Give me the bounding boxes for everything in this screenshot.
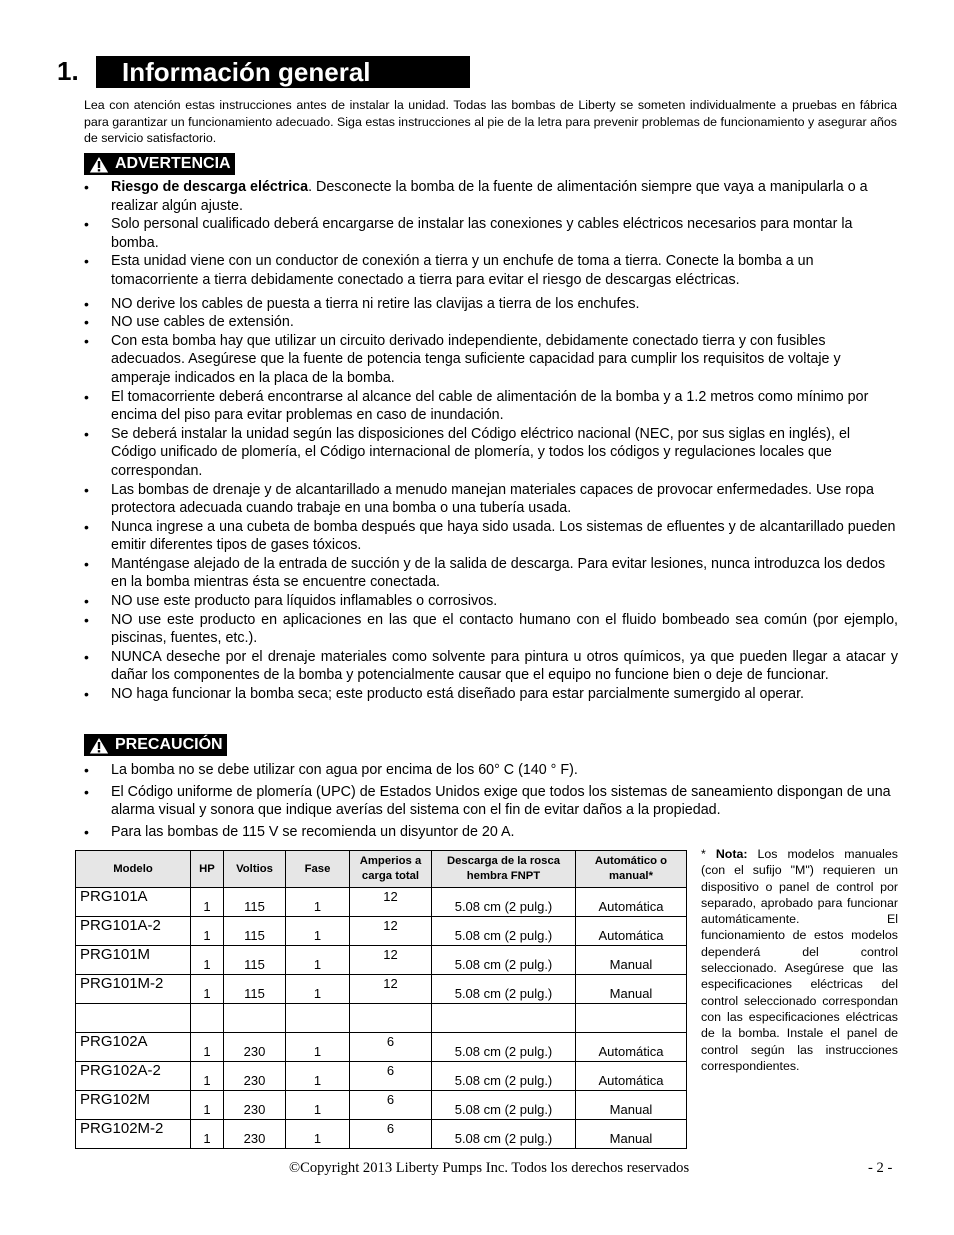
table-row	[76, 917, 687, 946]
table-cell	[286, 1004, 350, 1033]
table-cell: 115	[224, 975, 286, 1004]
table-cell: PRG102M	[76, 1091, 191, 1120]
table-header-cell: Modelo	[76, 851, 191, 888]
section-title: Información general	[96, 56, 470, 88]
list-item	[84, 783, 898, 820]
table-header-cell: HP	[191, 851, 224, 888]
warning-label-text: ADVERTENCIA	[115, 155, 231, 172]
table-cell: 12	[350, 917, 432, 946]
caution-list	[84, 761, 898, 841]
list-item	[84, 295, 898, 314]
list-item-text: Nunca ingrese a una cubeta de bomba después que haya sido usada. Los sistemas de efluentes y de alcantarillado pueden emitir diferentes tipos de gases tóxicos.	[111, 518, 896, 554]
table-row	[76, 1004, 687, 1033]
table-cell: 1	[191, 1120, 224, 1149]
list-item	[84, 761, 898, 780]
list-item	[84, 685, 898, 704]
table-cell: 115	[224, 888, 286, 917]
table-cell: PRG102M-2	[76, 1120, 191, 1149]
table-cell: 5.08 cm (2 pulg.)	[432, 917, 576, 946]
list-item-bold: Riesgo de descarga eléctrica	[111, 179, 309, 195]
footer-page-number: - 2 -	[868, 1160, 893, 1176]
table-cell: 5.08 cm (2 pulg.)	[432, 946, 576, 975]
table-cell: 1	[191, 917, 224, 946]
caution-label-text: PRECAUCIÓN	[115, 736, 223, 753]
table-cell: PRG101A	[76, 888, 191, 917]
table-cell: 1	[286, 946, 350, 975]
table-cell: 12	[350, 975, 432, 1004]
table-cell: PRG101A-2	[76, 917, 191, 946]
table-cell: Manual	[576, 975, 687, 1004]
table-cell	[191, 1004, 224, 1033]
list-item	[84, 481, 898, 518]
table-cell	[350, 1004, 432, 1033]
table-cell: Automática	[576, 888, 687, 917]
table-cell: Automática	[576, 1033, 687, 1062]
table-cell: 6	[350, 1062, 432, 1091]
table-header-cell: Automático o manual*	[576, 851, 687, 888]
list-item-text: . Desconecte la bomba de la fuente de alimentación siempre que vaya a manipularla o a realizar algún ajuste.	[111, 179, 868, 214]
table-cell: Automática	[576, 917, 687, 946]
table-cell: PRG102A	[76, 1033, 191, 1062]
list-item	[84, 611, 898, 648]
list-item-text: NUNCA deseche por el drenaje materiales como solvente para pintura u otros químicos, ya que pueden llegar a atacar y dañar los componentes de la bomba y potencialmente causar que el equipo no funcione bien o deje de funcionar.	[111, 648, 898, 684]
list-item	[84, 332, 898, 388]
table-cell: Manual	[576, 946, 687, 975]
table-cell: PRG102A-2	[76, 1062, 191, 1091]
footer-copyright: ©Copyright 2013 Liberty Pumps Inc. Todos los derechos reservados	[289, 1160, 690, 1176]
table-cell: 115	[224, 917, 286, 946]
table-cell: 5.08 cm (2 pulg.)	[432, 1062, 576, 1091]
table-header-row	[76, 851, 687, 888]
table-row	[76, 1091, 687, 1120]
table-cell: 1	[191, 888, 224, 917]
list-item-text: Con esta bomba hay que utilizar un circuito derivado independiente, debidamente conectado tierra y con fusibles adecuados. Asegúrese que la fuente de potencia tenga suficiente capacidad para cumplir los requisitos de voltaje y amperaje indicados en la placa de la bomba.	[111, 332, 841, 386]
table-cell: 1	[191, 1091, 224, 1120]
table-cell: 1	[191, 946, 224, 975]
table-cell: 12	[350, 888, 432, 917]
table-cell	[576, 1004, 687, 1033]
list-item	[84, 648, 898, 685]
table-cell: 1	[191, 1033, 224, 1062]
list-item-text: NO use este producto en aplicaciones en las que el contacto humano con el fluido bombeado sea común (por ejemplo, piscinas, fuentes, etc.).	[111, 611, 898, 647]
table-cell	[76, 1004, 191, 1033]
table-cell: 1	[191, 975, 224, 1004]
note-prefix: *	[701, 847, 716, 861]
table-cell: 12	[350, 946, 432, 975]
warning-triangle-icon	[88, 736, 110, 755]
table-cell: 5.08 cm (2 pulg.)	[432, 1120, 576, 1149]
table-header-cell: Descarga de la rosca hembra FNPT	[432, 851, 576, 888]
table-row	[76, 975, 687, 1004]
table-cell: PRG101M	[76, 946, 191, 975]
table-row	[76, 1062, 687, 1091]
intro-paragraph: Lea con atención estas instrucciones antes de instalar la unidad. Todas las bombas de Liberty se someten individualmente a pruebas en fábrica para garantizar un funcionamiento adecuado. Siga estas instrucciones al pie de la letra para prevenir problemas de funcionamiento y asegurar años de servicio satisfactorio.	[84, 98, 897, 146]
table-cell: 230	[224, 1091, 286, 1120]
table-row	[76, 888, 687, 917]
table-cell	[432, 1004, 576, 1033]
caution-label	[84, 734, 227, 756]
list-item-text: Manténgase alejado de la entrada de succión y de la salida de descarga. Para evitar lesiones, nunca introduzca los dedos en la bomba mientras ésta se encuentre conectada.	[111, 555, 886, 591]
table-cell	[224, 1004, 286, 1033]
table-cell: 230	[224, 1062, 286, 1091]
table-cell: Manual	[576, 1120, 687, 1149]
list-item-text: El tomacorriente deberá encontrarse al alcance del cable de alimentación de la bomba y a 1.2 metros como mínimo por encima del piso para evitar problemas en caso de inundación.	[111, 388, 869, 424]
list-item-text: NO derive los cables de puesta a tierra ni retire las clavijas a tierra de los enchufes.	[111, 295, 640, 312]
table-cell: PRG101M-2	[76, 975, 191, 1004]
table-row	[76, 946, 687, 975]
list-item-text: Las bombas de drenaje y de alcantarillado a menudo manejan materiales capaces de provocar enfermedades. Use ropa protectora adecuada cuando trabaje en una bomba o una tubería usada.	[111, 481, 874, 517]
list-item-text: Solo personal cualificado deberá encargarse de instalar las conexiones y cables eléctricos necesarios para montar la bomba.	[111, 216, 853, 251]
list-item	[84, 388, 898, 425]
table-row	[76, 1033, 687, 1062]
table-header-cell: Voltios	[224, 851, 286, 888]
warning-triangle-icon	[88, 155, 110, 174]
table-cell: 6	[350, 1033, 432, 1062]
list-item	[84, 215, 898, 252]
list-item	[84, 518, 898, 555]
table-cell: Manual	[576, 1091, 687, 1120]
table-cell: 115	[224, 946, 286, 975]
table-cell: 230	[224, 1033, 286, 1062]
table-cell: 1	[286, 975, 350, 1004]
list-item-text: La bomba no se debe utilizar con agua por encima de los 60° C (140 ° F).	[111, 762, 578, 778]
table-cell: 6	[350, 1120, 432, 1149]
table-cell: 1	[286, 1091, 350, 1120]
table-cell: 5.08 cm (2 pulg.)	[432, 888, 576, 917]
table-cell: 1	[286, 1033, 350, 1062]
specifications-table	[75, 850, 687, 1149]
table-cell: 5.08 cm (2 pulg.)	[432, 1033, 576, 1062]
warning-label	[84, 153, 235, 175]
table-cell: 1	[286, 888, 350, 917]
list-item	[84, 425, 898, 481]
list-item	[84, 823, 898, 842]
list-item	[84, 592, 898, 611]
table-cell: 5.08 cm (2 pulg.)	[432, 975, 576, 1004]
note-paragraph	[701, 846, 898, 1074]
table-cell: 1	[286, 917, 350, 946]
table-cell: 6	[350, 1091, 432, 1120]
table-header-cell: Fase	[286, 851, 350, 888]
list-item-text: Se deberá instalar la unidad según las disposiciones del Código eléctrico nacional (NEC, por sus siglas en inglés), el Código unificado de plomería, el Código internacional de plomería, y todos los códigos y regulaciones locales que correspondan.	[111, 425, 851, 479]
list-item-text: Esta unidad viene con un conductor de conexión a tierra y un enchufe de toma a tierra. Conecte la bomba a un tomacorriente a tierra debidamente conectado a tierra para evitar el riesgo de descargas eléctricas.	[111, 253, 814, 288]
section-number: 1.	[57, 56, 79, 86]
table-cell: 230	[224, 1120, 286, 1149]
list-item	[84, 313, 898, 332]
list-item	[84, 555, 898, 592]
table-cell: 1	[286, 1120, 350, 1149]
table-cell: Automática	[576, 1062, 687, 1091]
list-item-text: Para las bombas de 115 V se recomienda un disyuntor de 20 A.	[111, 823, 515, 840]
note-bold: Nota:	[715, 847, 748, 861]
list-item	[84, 252, 898, 289]
table-cell: 1	[191, 1062, 224, 1091]
table-header-cell: Amperios a carga total	[350, 851, 432, 888]
note-text: Los modelos manuales (con el sufijo "M") requieren un dispositivo o panel de control por separado, aprobado para funcionar automáticamente. El funcionamiento de estos modelos dependerá del control seleccionado. Asegúrese que las especificaciones eléctricas del control seleccionado correspondan con las especificaciones eléctricas de la bomba. Instale el panel de control según las instrucciones correspondientes.	[701, 847, 898, 1073]
table-cell: 5.08 cm (2 pulg.)	[432, 1091, 576, 1120]
list-item-text: El Código uniforme de plomería (UPC) de Estados Unidos exige que todos los sistemas de saneamiento dispongan de una alarma visual y sonora que indique averías del sistema con el fin de evitar daños a la propiedad.	[111, 783, 891, 819]
list-item	[84, 178, 898, 215]
list-item-text: NO haga funcionar la bomba seca; este producto está diseñado para estar parcialmente sumergido al operar.	[111, 686, 805, 703]
table-body	[76, 888, 687, 1149]
table-row	[76, 1120, 687, 1149]
warning-list	[84, 178, 898, 704]
table-cell: 1	[286, 1062, 350, 1091]
list-item-text: NO use cables de extensión.	[111, 314, 294, 331]
list-item-text: NO use este producto para líquidos inflamables o corrosivos.	[111, 593, 498, 610]
